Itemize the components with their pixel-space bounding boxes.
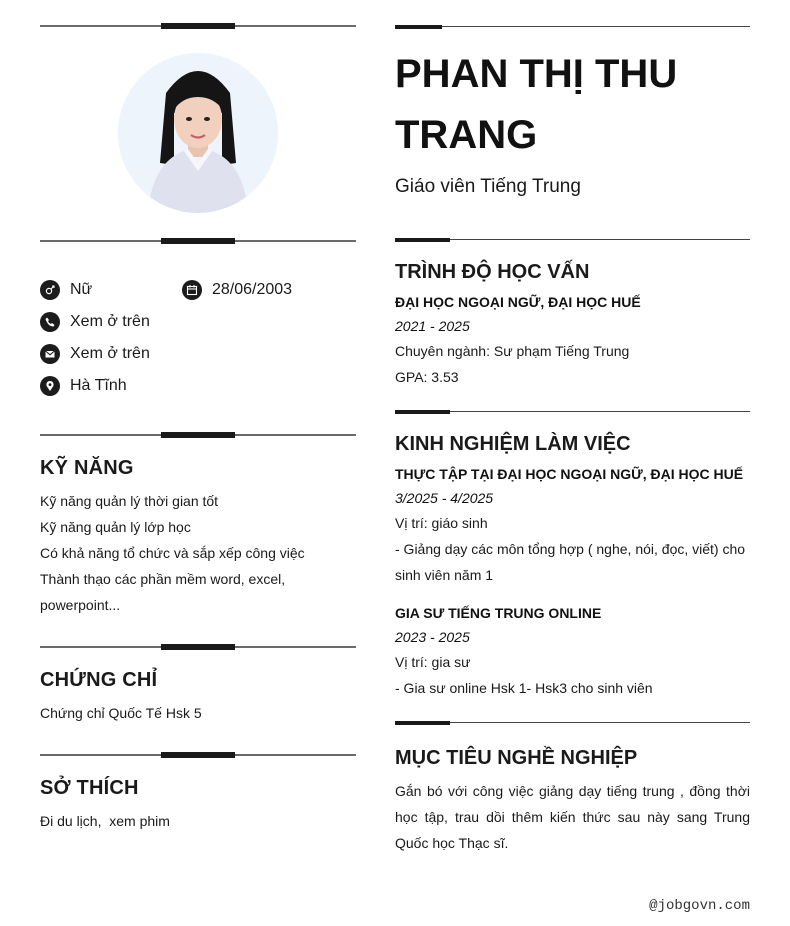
birthday-text: 28/06/2003 xyxy=(212,281,293,298)
education-gpa: GPA: 3.53 xyxy=(395,369,459,385)
left-divider-hobbies xyxy=(40,750,356,760)
list-item: powerpoint... xyxy=(40,597,121,613)
education-school: ĐẠI HỌC NGOẠI NGỮ, ĐẠI HỌC HUẾ xyxy=(395,294,641,310)
list-item: Chứng chỉ Quốc Tế Hsk 5 xyxy=(40,705,202,721)
education-title: TRÌNH ĐỘ HỌC VẤN xyxy=(395,261,590,283)
job-2-position: Vị trí: gia sư xyxy=(395,654,471,670)
left-divider-certificates xyxy=(40,642,356,652)
job-1-description-line-2: sinh viên năm 1 xyxy=(395,567,494,583)
job-2-description: - Gia sư online Hsk 1- Hsk3 cho sinh viên xyxy=(395,680,653,696)
gender-text: Nữ xyxy=(70,281,93,298)
list-item: Kỹ năng quản lý thời gian tốt xyxy=(40,493,219,509)
objective-title: MỤC TIÊU NGHỀ NGHIỆP xyxy=(395,747,638,769)
right-divider-experience xyxy=(395,408,750,416)
hobbies-text: Đi du lịch, xem phim xyxy=(40,813,170,829)
contact-phone xyxy=(40,312,150,332)
watermark: @jobgovn.com xyxy=(649,898,750,914)
list-item: Kỹ năng quản lý lớp học xyxy=(40,519,191,535)
phone-icon xyxy=(40,312,60,332)
job-1-description-line-1: - Giảng dạy các môn tổng hợp ( nghe, nói, đọc, viết) cho xyxy=(395,541,746,557)
list-item: Thành thạo các phần mềm word, excel, xyxy=(40,571,286,587)
job-1-position: Vị trí: giáo sinh xyxy=(395,515,488,531)
contact-birthday xyxy=(182,280,292,300)
right-divider-objective xyxy=(395,719,750,727)
email-text[interactable]: Xem ở trên xyxy=(70,345,150,362)
job-1-name: THỰC TẬP TẠI ĐẠI HỌC NGOẠI NGỮ, ĐẠI HỌC HUẾ xyxy=(395,466,744,482)
hobbies-title: SỞ THÍCH xyxy=(40,777,139,799)
left-divider-top xyxy=(40,21,356,31)
address-text: Hà Tĩnh xyxy=(70,377,127,394)
contact-email xyxy=(40,344,150,364)
page-title: PHAN THỊ THU TRANG xyxy=(395,52,678,157)
avatar xyxy=(118,53,278,213)
skills-title: KỸ NĂNG xyxy=(40,457,134,479)
job-title: Giáo viên Tiếng Trung xyxy=(395,176,581,197)
certificates-list xyxy=(40,700,360,726)
objective-text: Gắn bó với công việc giảng dạy tiếng trung , đồng thời học tập, trau dồi thêm kiến thức sau này sang Trung Quốc học Thạc sĩ. xyxy=(395,783,750,851)
contact-gender xyxy=(40,280,92,300)
job-2-period: 2023 - 2025 xyxy=(395,629,470,645)
right-divider-education xyxy=(395,236,750,244)
job-2-name: GIA SƯ TIẾNG TRUNG ONLINE xyxy=(395,605,602,621)
job-1-period: 3/2025 - 4/2025 xyxy=(395,490,494,506)
gender-icon xyxy=(40,280,60,300)
right-divider-top xyxy=(395,23,750,31)
location-icon xyxy=(40,376,60,396)
certificates-title: CHỨNG CHỈ xyxy=(40,669,158,691)
left-divider-contact xyxy=(40,236,356,246)
calendar-icon xyxy=(182,280,202,300)
left-divider-skills xyxy=(40,430,356,440)
email-icon xyxy=(40,344,60,364)
experience-title: KINH NGHIỆM LÀM VIỆC xyxy=(395,433,631,455)
list-item: Có khả năng tổ chức và sắp xếp công việc xyxy=(40,545,305,561)
contact-address xyxy=(40,376,127,396)
skills-list xyxy=(40,488,360,618)
education-period: 2021 - 2025 xyxy=(395,318,470,334)
education-major: Chuyên ngành: Sư phạm Tiếng Trung xyxy=(395,343,630,359)
phone-text[interactable]: Xem ở trên xyxy=(70,313,150,330)
